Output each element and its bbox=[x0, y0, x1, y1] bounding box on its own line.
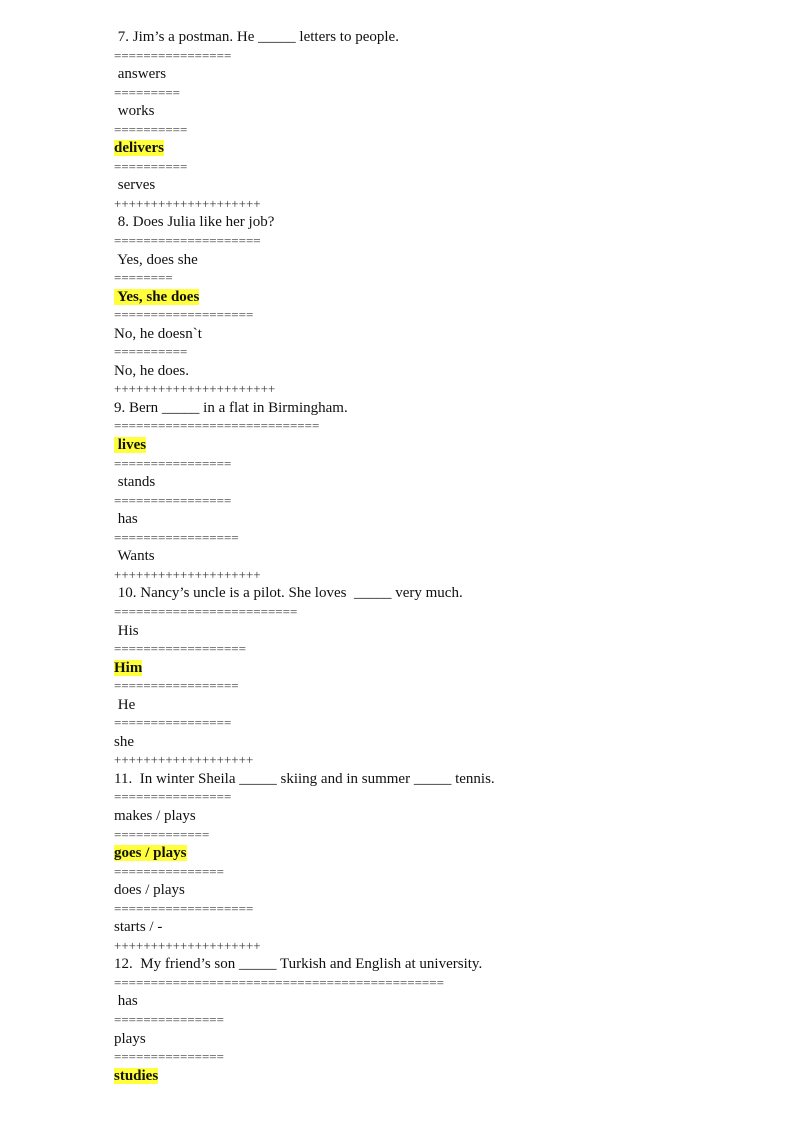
answer-option: He bbox=[114, 696, 136, 713]
separator-line: ========== bbox=[114, 121, 188, 137]
separator-line: ========= bbox=[114, 84, 180, 100]
separator-line: ================ bbox=[114, 492, 232, 508]
correct-answer-line bbox=[114, 436, 754, 455]
separator-line: ================ bbox=[114, 47, 232, 63]
separator-line: =============== bbox=[114, 863, 224, 879]
question-text: 12. My friend’s son _____ Turkish and English at university. bbox=[114, 956, 483, 973]
highlighted-answer: Yes, she does bbox=[114, 288, 200, 305]
separator-line: ========================= bbox=[114, 603, 298, 619]
highlighted-answer: studies bbox=[114, 1067, 159, 1084]
separator-line: ================ bbox=[114, 455, 232, 471]
separator-line: ++++++++++++++++++++++ bbox=[114, 381, 276, 397]
separator-line: ================== bbox=[114, 641, 246, 657]
separator-line: ============= bbox=[114, 826, 210, 842]
question-text: 9. Bern _____ in a flat in Birmingham. bbox=[114, 399, 348, 416]
separator-line: ================ bbox=[114, 789, 232, 805]
answer-option: has bbox=[114, 993, 138, 1010]
answer-option: Wants bbox=[114, 548, 155, 565]
correct-answer-line bbox=[114, 288, 754, 307]
separator-line: ========== bbox=[114, 158, 188, 174]
worksheet-page bbox=[114, 28, 754, 1085]
answer-option: starts / - bbox=[114, 919, 163, 936]
highlighted-answer: lives bbox=[114, 437, 147, 454]
question-text: 10. Nancy’s uncle is a pilot. She loves _____ very much. bbox=[114, 585, 463, 602]
separator-line: ============================================= bbox=[114, 974, 444, 990]
separator-line: =============== bbox=[114, 1049, 224, 1065]
separator-line: ++++++++++++++++++++ bbox=[114, 566, 261, 582]
answer-option: No, he doesn`t bbox=[114, 325, 202, 342]
answer-option: does / plays bbox=[114, 882, 185, 899]
question-text: 11. In winter Sheila _____ skiing and in summer _____ tennis. bbox=[114, 770, 495, 787]
correct-answer-line bbox=[114, 659, 754, 678]
separator-line: +++++++++++++++++++ bbox=[114, 752, 254, 768]
separator-line: =================== bbox=[114, 307, 254, 323]
separator-line: ========== bbox=[114, 344, 188, 360]
separator-line: ============================ bbox=[114, 418, 320, 434]
separator-line: ++++++++++++++++++++ bbox=[114, 937, 261, 953]
answer-option: she bbox=[114, 733, 134, 750]
answer-option: has bbox=[114, 511, 138, 528]
answer-option: stands bbox=[114, 474, 156, 491]
separator-line: ================= bbox=[114, 529, 239, 545]
correct-answer-line bbox=[114, 139, 754, 158]
answer-option: makes / plays bbox=[114, 807, 196, 824]
answer-option: works bbox=[114, 103, 155, 120]
separator-line: =============== bbox=[114, 1011, 224, 1027]
separator-line: ================ bbox=[114, 715, 232, 731]
separator-line: ================= bbox=[114, 678, 239, 694]
separator-line: ==================== bbox=[114, 233, 261, 249]
correct-answer-line bbox=[114, 1067, 754, 1086]
answer-option: Yes, does she bbox=[114, 251, 198, 268]
separator-line: =================== bbox=[114, 900, 254, 916]
separator-line: ======== bbox=[114, 270, 173, 286]
separator-line: ++++++++++++++++++++ bbox=[114, 195, 261, 211]
answer-option: His bbox=[114, 622, 139, 639]
answer-option: serves bbox=[114, 177, 156, 194]
highlighted-answer: Him bbox=[114, 659, 143, 676]
answer-option: plays bbox=[114, 1030, 146, 1047]
question-text: 8. Does Julia like her job? bbox=[114, 214, 275, 231]
correct-answer-line bbox=[114, 844, 754, 863]
highlighted-answer: goes / plays bbox=[114, 845, 187, 862]
highlighted-answer: delivers bbox=[114, 140, 164, 157]
answer-option: answers bbox=[114, 66, 167, 83]
question-text: 7. Jim’s a postman. He _____ letters to people. bbox=[114, 29, 399, 45]
answer-option: No, he does. bbox=[114, 362, 189, 379]
